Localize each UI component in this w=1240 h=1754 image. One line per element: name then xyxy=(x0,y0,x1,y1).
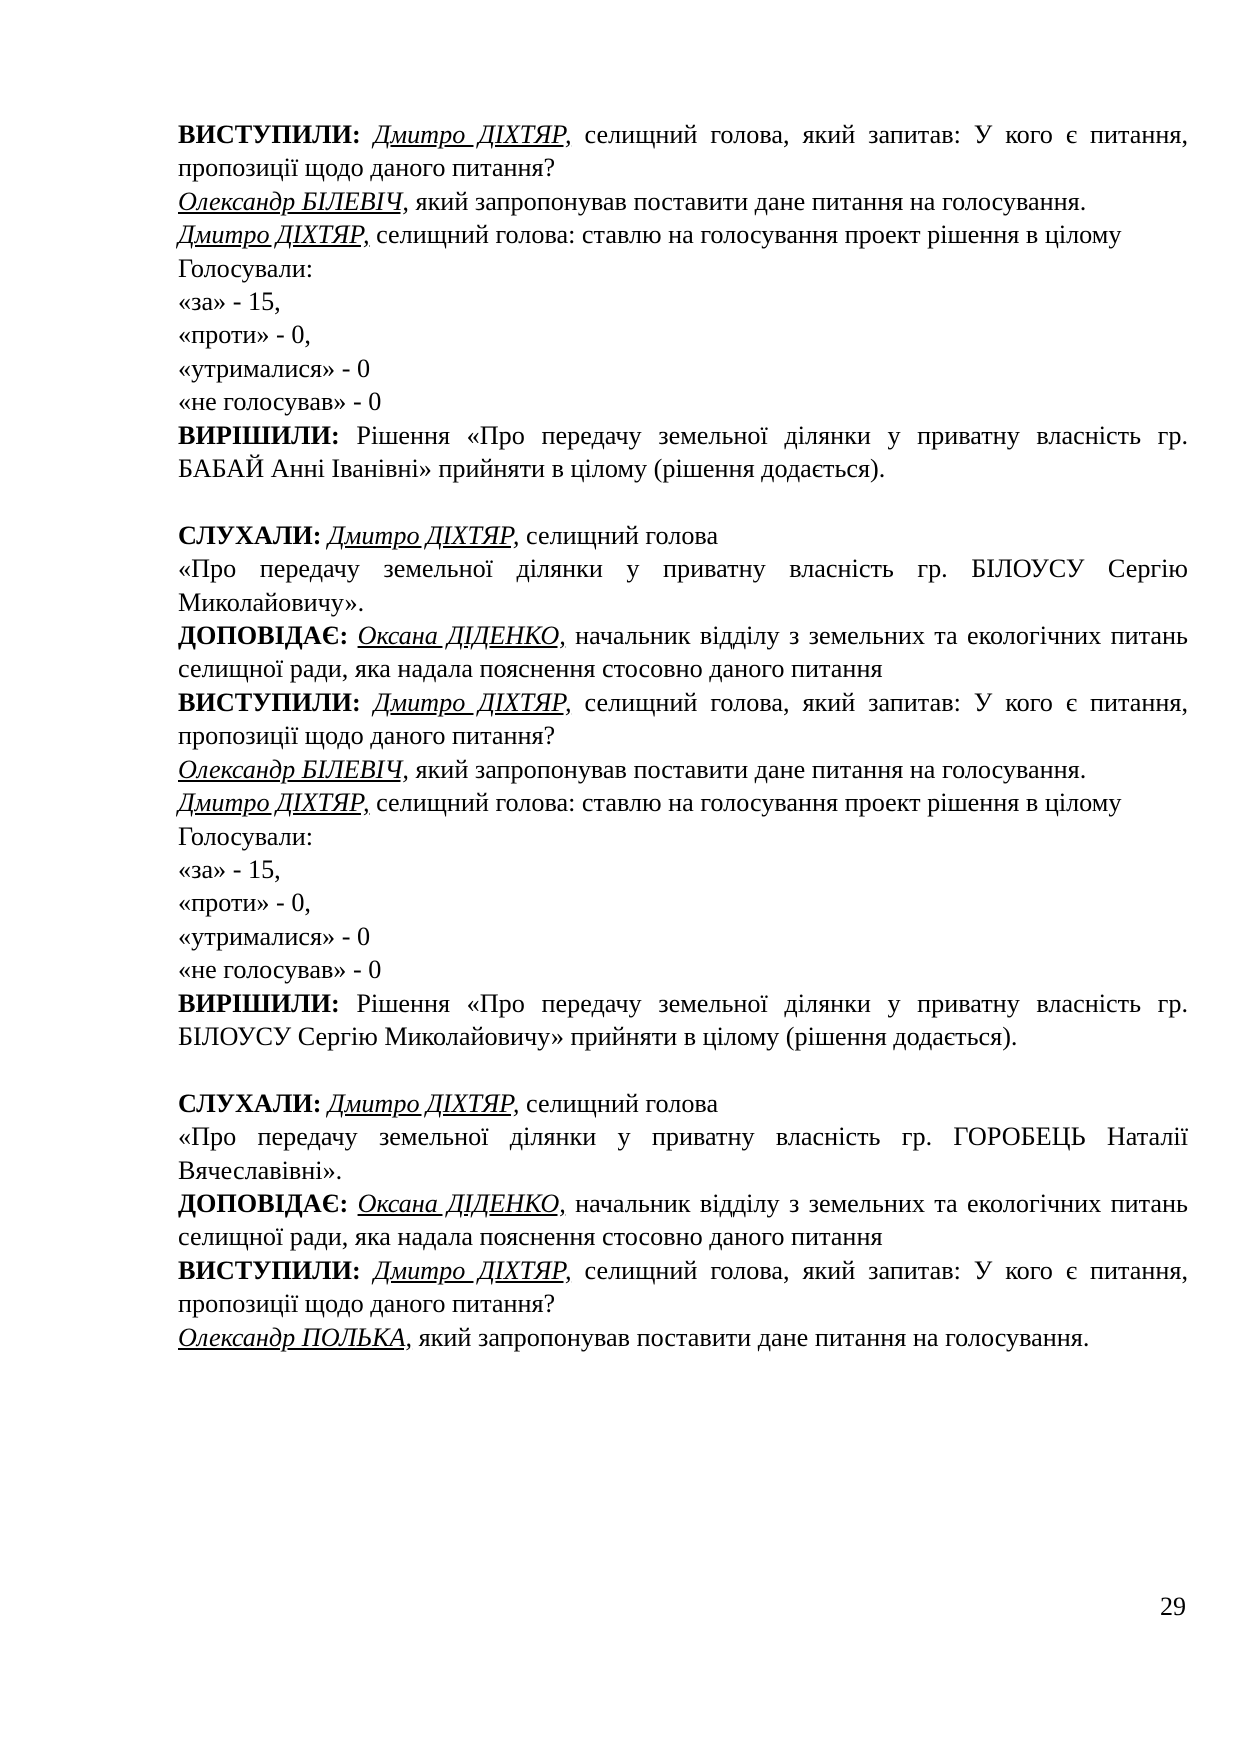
paragraph-gap xyxy=(178,1053,1188,1086)
proposal-paragraph xyxy=(178,753,1188,786)
heard-label: СЛУХАЛИ: xyxy=(178,1088,322,1118)
speech-paragraph xyxy=(178,118,1188,185)
report-label: ДОПОВІДАЄ: xyxy=(178,1188,349,1218)
decision-label: ВИРІШИЛИ: xyxy=(178,420,340,450)
vote-for: «за» - 15, xyxy=(178,287,281,317)
proposal-text: який запропонував поставити дане питання на голосування. xyxy=(418,1322,1090,1352)
speaker-name: Олександр ПОЛЬКА, xyxy=(178,1322,413,1352)
speaker-name: Дмитро ДІХТЯР, xyxy=(373,1255,572,1285)
speaker-role: селищний голова xyxy=(526,1088,719,1118)
speaker-name: Олександр БІЛЕВІЧ, xyxy=(178,754,409,784)
speech-text: селищний голова, який запитав: У кого є питання, пропозиції щодо даного питання? xyxy=(178,120,1189,183)
speech-text: селищний голова, який запитав: У кого є питання, пропозиції щодо даного питання? xyxy=(178,687,1189,751)
speech-label: ВИСТУПИЛИ: xyxy=(178,1255,361,1285)
decision-text: Рішення «Про передачу земельної ділянки у приватну власність гр. БІЛОУСУ Сергію Миколайовичу» прийняти в цілому (рішення додається). xyxy=(178,988,1189,1051)
proposal-paragraph xyxy=(178,1321,1188,1354)
heard-paragraph xyxy=(178,1087,1188,1120)
vote-against: «проти» - 0, xyxy=(178,888,311,918)
speech-paragraph xyxy=(178,686,1188,753)
report-text: начальник відділу з земельних та екологічних питань селищної ради, яка надала пояснення стосовно даного питання xyxy=(178,1188,1188,1252)
agenda-item-babai xyxy=(178,118,1188,485)
proposal-text: який запропонував поставити дане питання на голосування. xyxy=(415,186,1087,216)
vote-title: Голосували: xyxy=(178,253,314,283)
page-content xyxy=(178,118,1188,1354)
speaker-role: селищний голова xyxy=(526,520,719,550)
vote-not-voted: «не голосував» - 0 xyxy=(178,387,382,417)
speaker-name: Дмитро ДІХТЯР, xyxy=(327,1088,520,1118)
vote-not-voted: «не голосував» - 0 xyxy=(178,955,382,985)
speaker-name: Дмитро ДІХТЯР, xyxy=(178,788,370,818)
vote-abstained: «утрималися» - 0 xyxy=(178,921,371,951)
speech-label: ВИСТУПИЛИ: xyxy=(178,687,361,717)
speaker-name: Оксана ДІДЕНКО, xyxy=(357,621,566,651)
report-paragraph xyxy=(178,619,1188,686)
heard-label: СЛУХАЛИ: xyxy=(178,520,322,550)
vote-call-paragraph xyxy=(178,786,1188,819)
report-text: начальник відділу з земельних та екологічних питань селищної ради, яка надала пояснення стосовно даного питання xyxy=(178,621,1188,684)
speech-text: селищний голова, який запитав: У кого є питання, пропозиції щодо даного питання? xyxy=(178,1255,1189,1319)
vote-call-paragraph xyxy=(178,218,1188,251)
topic-paragraph: «Про передачу земельної ділянки у приватну власність гр. БІЛОУСУ Сергію Миколайовичу». xyxy=(178,554,1188,617)
vote-for: «за» - 15, xyxy=(178,854,281,884)
speaker-name: Дмитро ДІХТЯР, xyxy=(373,687,572,717)
decision-paragraph xyxy=(178,419,1188,486)
speaker-name: Оксана ДІДЕНКО, xyxy=(357,1188,566,1218)
decision-paragraph xyxy=(178,987,1188,1054)
vote-title: Голосували: xyxy=(178,821,314,851)
vote-abstained: «утрималися» - 0 xyxy=(178,353,371,383)
proposal-paragraph xyxy=(178,185,1188,218)
topic-paragraph: «Про передачу земельної ділянки у приватну власність гр. ГОРОБЕЦЬ Наталії Вячеславівні». xyxy=(178,1122,1188,1185)
report-paragraph xyxy=(178,1187,1188,1254)
speech-label: ВИСТУПИЛИ: xyxy=(178,120,361,149)
speech-paragraph xyxy=(178,1254,1188,1321)
proposal-text: який запропонував поставити дане питання на голосування. xyxy=(415,754,1087,784)
report-label: ДОПОВІДАЄ: xyxy=(178,621,349,651)
heard-paragraph xyxy=(178,519,1188,552)
vote-against: «проти» - 0, xyxy=(178,320,311,350)
decision-label: ВИРІШИЛИ: xyxy=(178,988,340,1018)
paragraph-gap xyxy=(178,485,1188,518)
speaker-name: Олександр БІЛЕВІЧ, xyxy=(178,186,409,216)
vote-call-text: селищний голова: ставлю на голосування проект рішення в цілому xyxy=(376,220,1122,250)
vote-call-text: селищний голова: ставлю на голосування проект рішення в цілому xyxy=(376,788,1122,818)
speaker-name: Дмитро ДІХТЯР, xyxy=(178,220,370,250)
page-number: 29 xyxy=(1160,1592,1186,1621)
speaker-name: Дмитро ДІХТЯР, xyxy=(373,120,572,149)
speaker-name: Дмитро ДІХТЯР, xyxy=(327,520,520,550)
agenda-item-bilousu xyxy=(178,519,1188,1054)
decision-text: Рішення «Про передачу земельної ділянки у приватну власність гр. БАБАЙ Анні Іванівні» прийняти в цілому (рішення додається). xyxy=(178,420,1189,484)
agenda-item-horobets xyxy=(178,1087,1188,1354)
